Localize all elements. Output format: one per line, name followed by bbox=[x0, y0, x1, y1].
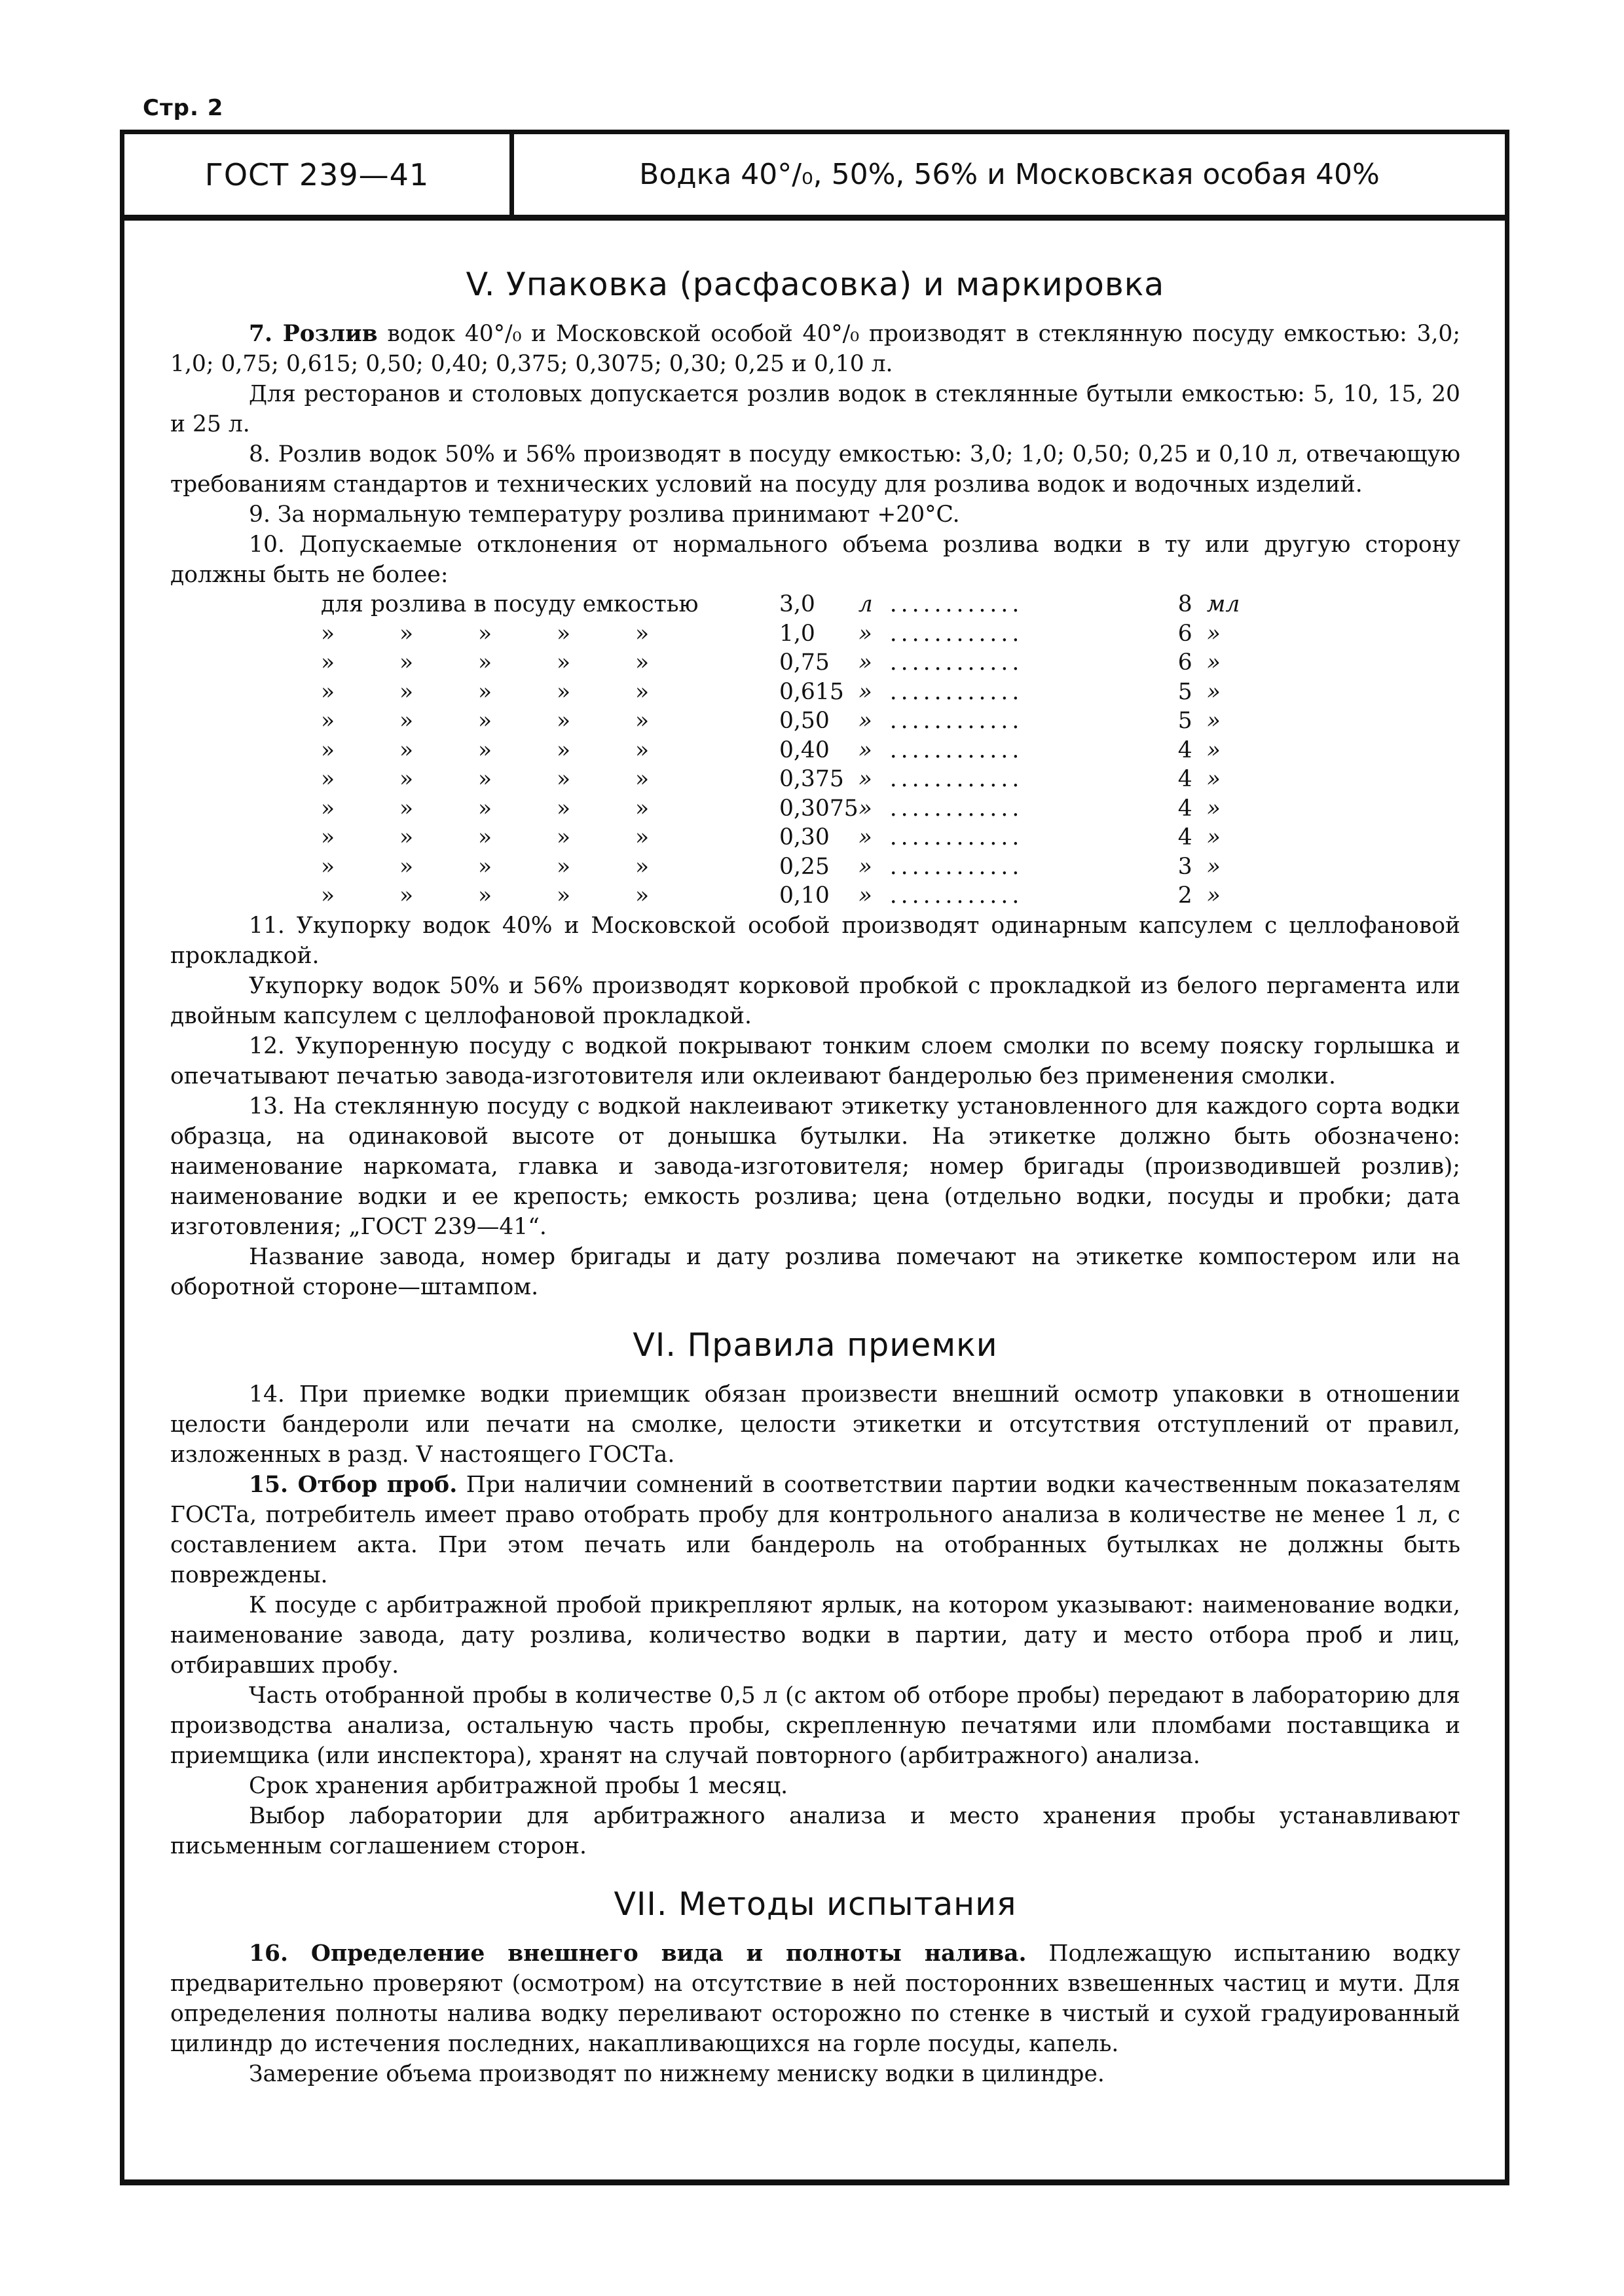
deviation-volume: 3,0 bbox=[779, 591, 815, 617]
deviation-ditto-marks bbox=[321, 765, 779, 794]
paragraph-16b: Замерение объема производят по нижнему мениску водки в цилиндре. bbox=[249, 2060, 1105, 2087]
deviation-volume: 0,30 bbox=[779, 824, 830, 850]
deviation-volume: 0,10 bbox=[779, 883, 830, 909]
deviation-volume-unit: » bbox=[858, 737, 872, 763]
ditto-mark: » bbox=[478, 737, 492, 763]
ditto-mark: » bbox=[321, 649, 335, 676]
paragraph-11: 11. Укупорку водок 40% и Московской особой производят одинарным капсулем с целлофановой прокладкой. bbox=[170, 912, 1460, 969]
ditto-mark: » bbox=[321, 824, 335, 850]
deviation-ditto-marks bbox=[321, 706, 779, 736]
ditto-mark: » bbox=[557, 678, 571, 705]
deviation-value-unit: » bbox=[1206, 824, 1221, 850]
deviation-row bbox=[321, 619, 1259, 649]
document-body bbox=[170, 265, 1460, 2089]
page-number: Стр. 2 bbox=[143, 95, 224, 121]
ditto-mark: » bbox=[557, 824, 571, 850]
deviation-value-unit: » bbox=[1206, 708, 1221, 734]
deviation-value-unit: » bbox=[1206, 766, 1221, 792]
ditto-mark: » bbox=[557, 795, 571, 822]
ditto-mark: » bbox=[399, 737, 414, 763]
ditto-mark: » bbox=[557, 883, 571, 909]
deviation-value: 6 bbox=[1177, 620, 1192, 647]
ditto-mark: » bbox=[399, 883, 414, 909]
paragraph-8: 8. Розлив водок 50% и 56% производят в посуду емкостью: 3,0; 1,0; 0,50; 0,25 и 0,10 л, отвечающую требованиям стандартов и технических условий на посуду для розлива водок и водочных изделий. bbox=[170, 441, 1460, 498]
paragraph-12: 12. Укупоренную посуду с водкой покрывают тонким слоем смолки по всему пояску горлышка и опечатывают печатью завода-изготовителя или оклеивают бандеролью без применения смолки. bbox=[170, 1032, 1460, 1089]
deviation-value-unit: » bbox=[1206, 620, 1221, 647]
deviation-value: 3 bbox=[1177, 853, 1192, 880]
deviation-ditto-marks bbox=[321, 852, 779, 882]
deviation-ditto-marks bbox=[321, 736, 779, 765]
deviation-row bbox=[321, 765, 1259, 794]
ditto-mark: » bbox=[635, 824, 650, 850]
ditto-mark: » bbox=[321, 853, 335, 880]
deviation-value-unit: » bbox=[1206, 883, 1221, 909]
ditto-mark: » bbox=[635, 678, 650, 705]
deviation-ditto-marks bbox=[321, 823, 779, 852]
paragraph-7-lead: 7. Розлив bbox=[249, 321, 378, 347]
dot-leader: ............ bbox=[889, 591, 1024, 617]
standard-number: ГОСТ 239—41 bbox=[124, 134, 514, 215]
ditto-mark: » bbox=[399, 795, 414, 822]
deviation-volume-unit: » bbox=[858, 853, 872, 880]
deviation-volume-unit: » bbox=[858, 766, 872, 792]
deviation-value: 5 bbox=[1177, 708, 1192, 734]
dot-leader: ............ bbox=[889, 737, 1024, 763]
ditto-mark: » bbox=[635, 620, 650, 647]
ditto-mark: » bbox=[635, 795, 650, 822]
paragraph-10: 10. Допускаемые отклонения от нормального объема розлива водки в ту или другую сторону должны быть не более: bbox=[170, 532, 1460, 588]
page-frame bbox=[120, 130, 1509, 2185]
ditto-mark: » bbox=[321, 766, 335, 792]
ditto-mark: » bbox=[399, 766, 414, 792]
deviation-row bbox=[321, 648, 1259, 678]
ditto-mark: » bbox=[399, 853, 414, 880]
ditto-mark: » bbox=[478, 795, 492, 822]
paragraph-13b: Название завода, номер бригады и дату розлива помечают на этикетке компостером или на оборотной стороне—штампом. bbox=[170, 1243, 1460, 1300]
deviation-lead-text: для розлива в посуду емкостью bbox=[321, 591, 699, 617]
deviation-row bbox=[321, 736, 1259, 765]
ditto-mark: » bbox=[635, 737, 650, 763]
deviation-row bbox=[321, 852, 1259, 882]
deviation-volume: 0,40 bbox=[779, 737, 830, 763]
dot-leader: ............ bbox=[889, 766, 1024, 792]
section-title-test-methods: VII. Методы испытания bbox=[614, 1885, 1017, 1923]
paragraph-16-text: Подлежащую испытанию водку предварительно проверяют (осмотром) на отсутствие в ней посторонних взвешенных частиц и мути. Для определения полноты налива водку переливают осторожно по стенке в чистый и сухой градуированный цилиндр до истечения последних, накапливающихся на горле посуды, капель. bbox=[170, 1940, 1461, 2057]
ditto-mark: » bbox=[399, 824, 414, 850]
paragraph-13: 13. На стеклянную посуду с водкой наклеивают этикетку установленного для каждого сорта водки образца, на одинаковой высоте от донышка бутылки. На этикетке должно быть обозначено: наименование наркомата, главка и завода-изготовителя; номер бригады (производившей розлив); наименование водки и ее крепость; емкость розлива; цена (отдельно водки, посуды и пробки; дата изготовления; „ГОСТ 239—41“. bbox=[170, 1093, 1460, 1240]
ditto-mark: » bbox=[557, 649, 571, 676]
header-band bbox=[124, 134, 1505, 221]
deviation-value-unit: » bbox=[1206, 678, 1221, 705]
dot-leader: ............ bbox=[889, 824, 1024, 850]
paragraph-15-text: При наличии сомнений в соответствии партии водки качественным показателям ГОСТа, потребитель имеет право отобрать пробу для контрольного анализа в количестве не менее 1 л, с составлением акта. При этом печать или бандероль на отобранных бутылках не должны быть повреждены. bbox=[170, 1471, 1461, 1588]
deviation-value: 8 bbox=[1177, 591, 1192, 617]
deviation-value-unit: мл bbox=[1206, 591, 1240, 617]
deviation-volume: 0,50 bbox=[779, 708, 830, 734]
section-title-packaging: V. Упаковка (расфасовка) и маркировка bbox=[466, 266, 1165, 303]
dot-leader: ............ bbox=[889, 678, 1024, 705]
deviation-value: 4 bbox=[1177, 737, 1192, 763]
ditto-mark: » bbox=[321, 708, 335, 734]
ditto-mark: » bbox=[478, 708, 492, 734]
ditto-mark: » bbox=[557, 737, 571, 763]
paragraph-16 bbox=[170, 1939, 1460, 2059]
dot-leader: ............ bbox=[889, 620, 1024, 647]
paragraph-15 bbox=[170, 1470, 1460, 1590]
deviation-value-unit: » bbox=[1206, 853, 1221, 880]
deviation-row bbox=[321, 678, 1259, 707]
deviation-volume: 0,3075 bbox=[779, 795, 858, 822]
ditto-mark: » bbox=[635, 708, 650, 734]
ditto-mark: » bbox=[557, 766, 571, 792]
deviation-ditto-marks bbox=[321, 678, 779, 707]
deviation-volume: 0,75 bbox=[779, 649, 830, 676]
deviation-value: 4 bbox=[1177, 766, 1192, 792]
deviation-value: 4 bbox=[1177, 795, 1192, 822]
paragraph-15c: Часть отобранной пробы в количестве 0,5 л (с актом об отборе пробы) передают в лабораторию для производства анализа, остальную часть пробы, скрепленную печатями или пломбами поставщика и приемщика (или инспектора), хранят на случай повторного (арбитражного) анализа. bbox=[170, 1682, 1460, 1769]
deviation-value-unit: » bbox=[1206, 649, 1221, 676]
paragraph-9: 9. За нормальную температуру розлива принимают +20°C. bbox=[249, 501, 960, 528]
ditto-mark: » bbox=[478, 824, 492, 850]
ditto-mark: » bbox=[321, 737, 335, 763]
ditto-mark: » bbox=[321, 620, 335, 647]
paragraph-15e: Выбор лаборатории для арбитражного анализа и место хранения пробы устанавливают письменным соглашением сторон. bbox=[170, 1802, 1460, 1859]
deviation-volume-unit: » bbox=[858, 620, 872, 647]
document-title: Водка 40°/₀, 50%, 56% и Московская особая 40% bbox=[639, 158, 1380, 191]
ditto-mark: » bbox=[557, 620, 571, 647]
deviation-ditto-marks bbox=[321, 619, 779, 649]
ditto-mark: » bbox=[635, 853, 650, 880]
deviation-volume: 0,375 bbox=[779, 766, 844, 792]
dot-leader: ............ bbox=[889, 708, 1024, 734]
ditto-mark: » bbox=[557, 708, 571, 734]
deviation-volume-unit: » bbox=[858, 708, 872, 734]
ditto-mark: » bbox=[399, 620, 414, 647]
paragraph-15d: Срок хранения арбитражной пробы 1 месяц. bbox=[249, 1772, 788, 1799]
paragraph-15b: К посуде с арбитражной пробой прикрепляют ярлык, на котором указывают: наименование водки, наименование завода, дату розлива, количество водки в партии, дату и место отбора проб и лиц, отбиравших пробу. bbox=[170, 1592, 1460, 1679]
deviation-volume-unit: » bbox=[858, 883, 872, 909]
deviation-volume-unit: » bbox=[858, 678, 872, 705]
ditto-mark: » bbox=[478, 678, 492, 705]
deviation-value: 4 bbox=[1177, 824, 1192, 850]
deviation-row bbox=[321, 706, 1259, 736]
deviation-row bbox=[321, 794, 1259, 824]
ditto-mark: » bbox=[478, 883, 492, 909]
ditto-mark: » bbox=[321, 678, 335, 705]
paragraph-7b: Для ресторанов и столовых допускается розлив водок в стеклянные бутыли емкостью: 5, 10, 15, 20 и 25 л. bbox=[170, 381, 1460, 437]
paragraph-14: 14. При приемке водки приемщик обязан произвести внешний осмотр упаковки в отношении целости бандероли или печати на смолке, целости этикетки и отсутствия отступлений от правил, изложенных в разд. V настоящего ГОСТа. bbox=[170, 1381, 1460, 1468]
ditto-mark: » bbox=[635, 883, 650, 909]
deviation-volume: 1,0 bbox=[779, 620, 815, 647]
paragraph-11b: Укупорку водок 50% и 56% производят корковой пробкой с прокладкой из белого пергамента или двойным капсулем с целлофановой прокладкой. bbox=[170, 972, 1460, 1029]
deviation-row bbox=[321, 881, 1259, 911]
ditto-mark: » bbox=[635, 649, 650, 676]
ditto-mark: » bbox=[321, 795, 335, 822]
deviation-value: 5 bbox=[1177, 678, 1192, 705]
deviation-ditto-marks bbox=[321, 794, 779, 824]
paragraph-7-text: водок 40°/₀ и Московской особой 40°/₀ производят в стеклянную посуду емкостью: 3,0; 1,0; 0,75; 0,615; 0,50; 0,40; 0,375; 0,3075; 0,30; 0,25 и 0,10 л. bbox=[170, 321, 1460, 377]
deviation-volume-unit: » bbox=[858, 795, 872, 822]
ditto-mark: » bbox=[478, 766, 492, 792]
deviation-row bbox=[321, 590, 1259, 619]
deviation-volume-unit: » bbox=[858, 649, 872, 676]
dot-leader: ............ bbox=[889, 649, 1024, 676]
ditto-mark: » bbox=[399, 649, 414, 676]
paragraph-15-lead: 15. Отбор проб. bbox=[249, 1471, 458, 1498]
dot-leader: ............ bbox=[889, 883, 1024, 909]
deviation-ditto-marks bbox=[321, 881, 779, 911]
ditto-mark: » bbox=[478, 620, 492, 647]
ditto-mark: » bbox=[557, 853, 571, 880]
ditto-mark: » bbox=[399, 678, 414, 705]
deviation-table bbox=[321, 590, 1259, 911]
ditto-mark: » bbox=[478, 853, 492, 880]
deviation-value: 2 bbox=[1177, 883, 1192, 909]
deviation-value-unit: » bbox=[1206, 795, 1221, 822]
deviation-volume-unit: л bbox=[858, 591, 873, 617]
ditto-mark: » bbox=[478, 649, 492, 676]
dot-leader: ............ bbox=[889, 795, 1024, 822]
paragraph-16-lead: 16. Определение внешнего вида и полноты налива. bbox=[249, 1940, 1027, 1967]
deviation-row bbox=[321, 823, 1259, 852]
section-title-acceptance: VI. Правила приемки bbox=[633, 1326, 998, 1364]
ditto-mark: » bbox=[635, 766, 650, 792]
ditto-mark: » bbox=[321, 883, 335, 909]
deviation-volume-unit: » bbox=[858, 824, 872, 850]
deviation-ditto-marks bbox=[321, 648, 779, 678]
dot-leader: ............ bbox=[889, 853, 1024, 880]
deviation-value-unit: » bbox=[1206, 737, 1221, 763]
deviation-volume: 0,25 bbox=[779, 853, 830, 880]
deviation-value: 6 bbox=[1177, 649, 1192, 676]
ditto-mark: » bbox=[399, 708, 414, 734]
deviation-volume: 0,615 bbox=[779, 678, 844, 705]
paragraph-7 bbox=[170, 319, 1460, 379]
